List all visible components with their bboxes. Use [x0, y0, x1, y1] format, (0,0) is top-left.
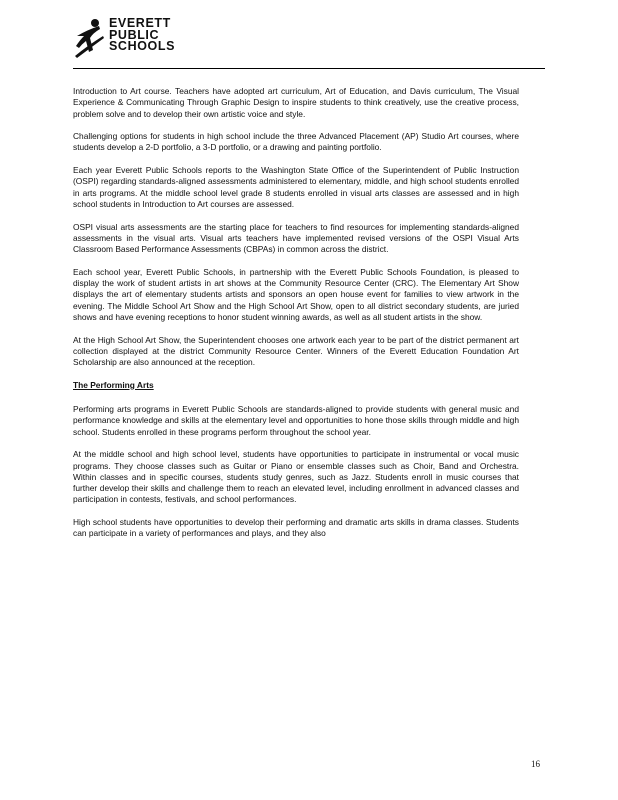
paragraph-music-programs: At the middle school and high school level, students have opportunities to participate in instrumental or vocal music programs. They choose classes such as Guitar or Piano or ensemble classes such as Choir, Band and Orchestra. Within classes and in specific courses, students study genres, such as Jazz. Students enroll in music courses that further develop their skills and challenge them to reach an elevated level, including enrollment in advanced classes and participation in contests, festivals, and school performances.: [73, 449, 519, 505]
logo-line-2: PUBLIC: [109, 27, 160, 42]
paragraph-ospi-reporting: Each year Everett Public Schools reports to the Washington State Office of the Superintendent of Public Instruction (OSPI) regarding standards-aligned assessments administered to elementary, middle, and high school students enrolled in arts programs. At the middle school level grade 8 students enrolled in visual arts classes are assessed and in high school students in Introduction to Art courses are assessed.: [73, 165, 519, 209]
logo-line-1: EVERETT: [109, 16, 171, 30]
document-body: [73, 86, 519, 551]
logo-wordmark: [109, 18, 175, 53]
paragraph-art-courses: Introduction to Art course. Teachers have adopted art curriculum, Art of Education, and Davis curriculum, The Visual Experience & Communicating Through Graphic Design to inspire students to think creatively, use the creative process, problem solve and to develop their own artistic voice and style.: [73, 86, 519, 119]
paragraph-superintendent-choice: At the High School Art Show, the Superintendent chooses one artwork each year to be part of the district permanent art collection displayed at the district Community Resource Center. Winners of the Everett Education Foundation Art Scholarship are also announced at the reception.: [73, 334, 519, 368]
page-header: [73, 14, 545, 70]
paragraph-drama: High school students have opportunities to develop their performing and dramatic arts skills in drama classes. Students can participate in a variety of performances and plays, and they also: [73, 516, 519, 539]
logo-line-3: SCHOOLS: [109, 39, 176, 53]
reaching-figure-icon: [73, 16, 105, 60]
paragraph-ospi-assessments: OSPI visual arts assessments are the starting place for teachers to find resources for implementing standards-aligned assessments in the visual arts. Visual arts teachers have implemented revised versions of the OSPI Visual Arts Classroom Based Performance Assessments (CBPAs) in common across the district.: [73, 221, 519, 255]
page-number: 16: [531, 759, 540, 769]
paragraph-art-shows: Each school year, Everett Public Schools, in partnership with the Everett Public Schools Foundation, is pleased to display the work of student artists in art shows at the Community Resource Center (CRC). The Elementary Art Show displays the art of elementary students artists and sponsors an open house event for families to view artwork in the evening. The Middle School Art Show and the High School Art Show, open to all district secondary students, are juried shows and have evening receptions to honor student winning awards, as well as all student artists in the show.: [73, 266, 519, 322]
paragraph-performing-programs: Performing arts programs in Everett Public Schools are standards-aligned to provide students with general music and performance knowledge and skills at the elementary level and opportunities to hone those skills through middle and high school. Students enrolled in these programs perform throughout the school year.: [73, 404, 519, 437]
paragraph-ap-studio: Challenging options for students in high school include the three Advanced Placement (AP) Studio Art courses, where students develop a 2-D portfolio, a 3-D portfolio, or a drawing and painting portfolio.: [73, 131, 519, 153]
header-divider: [73, 68, 545, 69]
section-heading-performing-arts: The Performing Arts: [73, 379, 154, 390]
